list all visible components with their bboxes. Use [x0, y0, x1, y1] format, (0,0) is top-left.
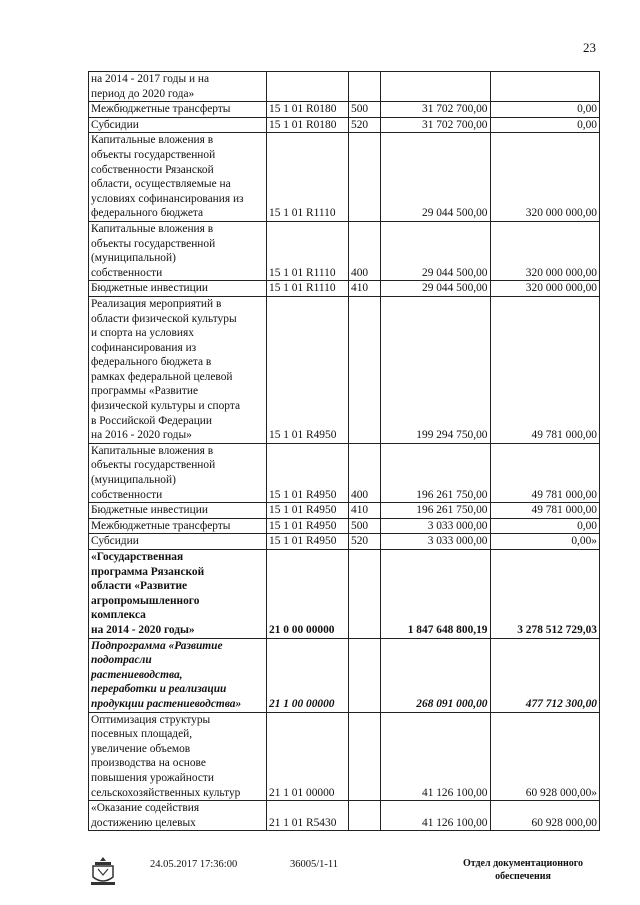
table-cell-name: Капитальные вложения в объекты государственной (муниципальной) собственности: [89, 443, 267, 502]
table-cell-y1: 29 044 500,00: [381, 221, 491, 280]
footer-department: Отдел документационного обеспечения: [462, 858, 584, 882]
table-cell-y2: [490, 72, 600, 102]
table-row: [89, 133, 600, 222]
table-cell-y2: 0,00: [490, 117, 600, 133]
table-cell-code: 15 1 01 R0180: [267, 102, 349, 118]
table-cell-vr: 520: [349, 117, 381, 133]
table-cell-y2: 320 000 000,00: [490, 221, 600, 280]
table-cell-name: «Государственная программа Рязанской области «Развитие агропромышленного комплекса на 2014 - 2020 годы»: [89, 550, 267, 639]
table-cell-code: 15 1 01 R4950: [267, 518, 349, 534]
table-cell-code: 15 1 01 R1110: [267, 281, 349, 297]
table-cell-y1: 1 847 648 800,19: [381, 550, 491, 639]
table-cell-y2: 60 928 000,00: [490, 801, 600, 831]
table-cell-vr: [349, 296, 381, 443]
table-cell-vr: [349, 638, 381, 712]
table-cell-code: 15 1 01 R1110: [267, 221, 349, 280]
table-row: [89, 638, 600, 712]
table-cell-y1: 29 044 500,00: [381, 133, 491, 222]
table-cell-y2: 49 781 000,00: [490, 443, 600, 502]
table-cell-code: 15 1 01 R4950: [267, 534, 349, 550]
table-cell-name: Субсидии: [89, 534, 267, 550]
table-cell-name: Субсидии: [89, 117, 267, 133]
table-cell-code: 15 1 01 R4950: [267, 503, 349, 519]
table-cell-vr: [349, 72, 381, 102]
table-row: [89, 221, 600, 280]
table-row: [89, 102, 600, 118]
table-cell-y2: 0,00: [490, 102, 600, 118]
table-cell-y1: 41 126 100,00: [381, 712, 491, 801]
table-cell-vr: 520: [349, 534, 381, 550]
table-cell-y2: 320 000 000,00: [490, 281, 600, 297]
budget-table-body: [89, 72, 600, 831]
table-row: [89, 801, 600, 831]
table-row: [89, 72, 600, 102]
table-cell-vr: 500: [349, 102, 381, 118]
budget-table: [88, 71, 600, 831]
table-row: [89, 534, 600, 550]
table-cell-name: Капитальные вложения в объекты государственной (муниципальной) собственности: [89, 221, 267, 280]
table-cell-code: 21 1 01 R5430: [267, 801, 349, 831]
table-cell-y1: 196 261 750,00: [381, 503, 491, 519]
footer-doc-number: 36005/1-11: [290, 859, 339, 870]
table-row: [89, 518, 600, 534]
table-cell-name: «Оказание содействия достижению целевых: [89, 801, 267, 831]
table-cell-y1: 268 091 000,00: [381, 638, 491, 712]
table-cell-code: 15 1 01 R4950: [267, 296, 349, 443]
table-cell-vr: [349, 712, 381, 801]
table-cell-y1: 3 033 000,00: [381, 518, 491, 534]
table-cell-code: 21 0 00 00000: [267, 550, 349, 639]
table-cell-code: 15 1 01 R1110: [267, 133, 349, 222]
table-cell-name: Межбюджетные трансферты: [89, 518, 267, 534]
table-row: [89, 443, 600, 502]
table-cell-y2: 3 278 512 729,03: [490, 550, 600, 639]
table-cell-y1: 29 044 500,00: [381, 281, 491, 297]
table-cell-name: Реализация мероприятий в области физической культуры и спорта на условиях софинансирования из федерального бюджета в рамках федеральной целевой программы «Развитие физической культуры и спорта в Российской Федерации на 2016 - 2020 годы»: [89, 296, 267, 443]
table-row: [89, 550, 600, 639]
table-cell-y1: 31 702 700,00: [381, 117, 491, 133]
table-cell-code: 21 1 01 00000: [267, 712, 349, 801]
table-cell-name: Бюджетные инвестиции: [89, 281, 267, 297]
coat-of-arms-icon: [88, 855, 118, 887]
table-cell-vr: [349, 550, 381, 639]
table-cell-name: Подпрограмма «Развитие подотрасли растениеводства, переработки и реализации продукции растениеводства»: [89, 638, 267, 712]
table-row: [89, 117, 600, 133]
table-cell-y1: [381, 72, 491, 102]
table-cell-name: Оптимизация структуры посевных площадей, увеличение объемов производства на основе повышения урожайности сельскохозяйственных культур: [89, 712, 267, 801]
table-cell-y1: 196 261 750,00: [381, 443, 491, 502]
table-cell-y1: 199 294 750,00: [381, 296, 491, 443]
table-cell-y2: 60 928 000,00»: [490, 712, 600, 801]
table-cell-code: 21 1 00 00000: [267, 638, 349, 712]
table-row: [89, 281, 600, 297]
table-cell-name: Межбюджетные трансферты: [89, 102, 267, 118]
table-cell-y2: 0,00: [490, 518, 600, 534]
table-cell-code: 15 1 01 R0180: [267, 117, 349, 133]
table-cell-name: Капитальные вложения в объекты государственной собственности Рязанской области, осуществляемые на условиях софинансирования из федерального бюджета: [89, 133, 267, 222]
table-cell-name: на 2014 - 2017 годы и на период до 2020 года»: [89, 72, 267, 102]
table-row: [89, 503, 600, 519]
page-number: 23: [583, 40, 596, 55]
table-cell-name: Бюджетные инвестиции: [89, 503, 267, 519]
table-cell-y2: 477 712 300,00: [490, 638, 600, 712]
table-cell-vr: 410: [349, 503, 381, 519]
table-cell-code: [267, 72, 349, 102]
table-cell-y1: 41 126 100,00: [381, 801, 491, 831]
table-cell-vr: 410: [349, 281, 381, 297]
table-cell-vr: [349, 801, 381, 831]
table-cell-y1: 3 033 000,00: [381, 534, 491, 550]
table-row: [89, 296, 600, 443]
table-cell-y1: 31 702 700,00: [381, 102, 491, 118]
table-cell-vr: 400: [349, 221, 381, 280]
table-cell-vr: 400: [349, 443, 381, 502]
table-cell-y2: 0,00»: [490, 534, 600, 550]
table-cell-y2: 320 000 000,00: [490, 133, 600, 222]
table-row: [89, 712, 600, 801]
table-cell-vr: [349, 133, 381, 222]
table-cell-code: 15 1 01 R4950: [267, 443, 349, 502]
table-cell-vr: 500: [349, 518, 381, 534]
table-cell-y2: 49 781 000,00: [490, 296, 600, 443]
footer-date: 24.05.2017 17:36:00: [150, 859, 238, 870]
table-cell-y2: 49 781 000,00: [490, 503, 600, 519]
